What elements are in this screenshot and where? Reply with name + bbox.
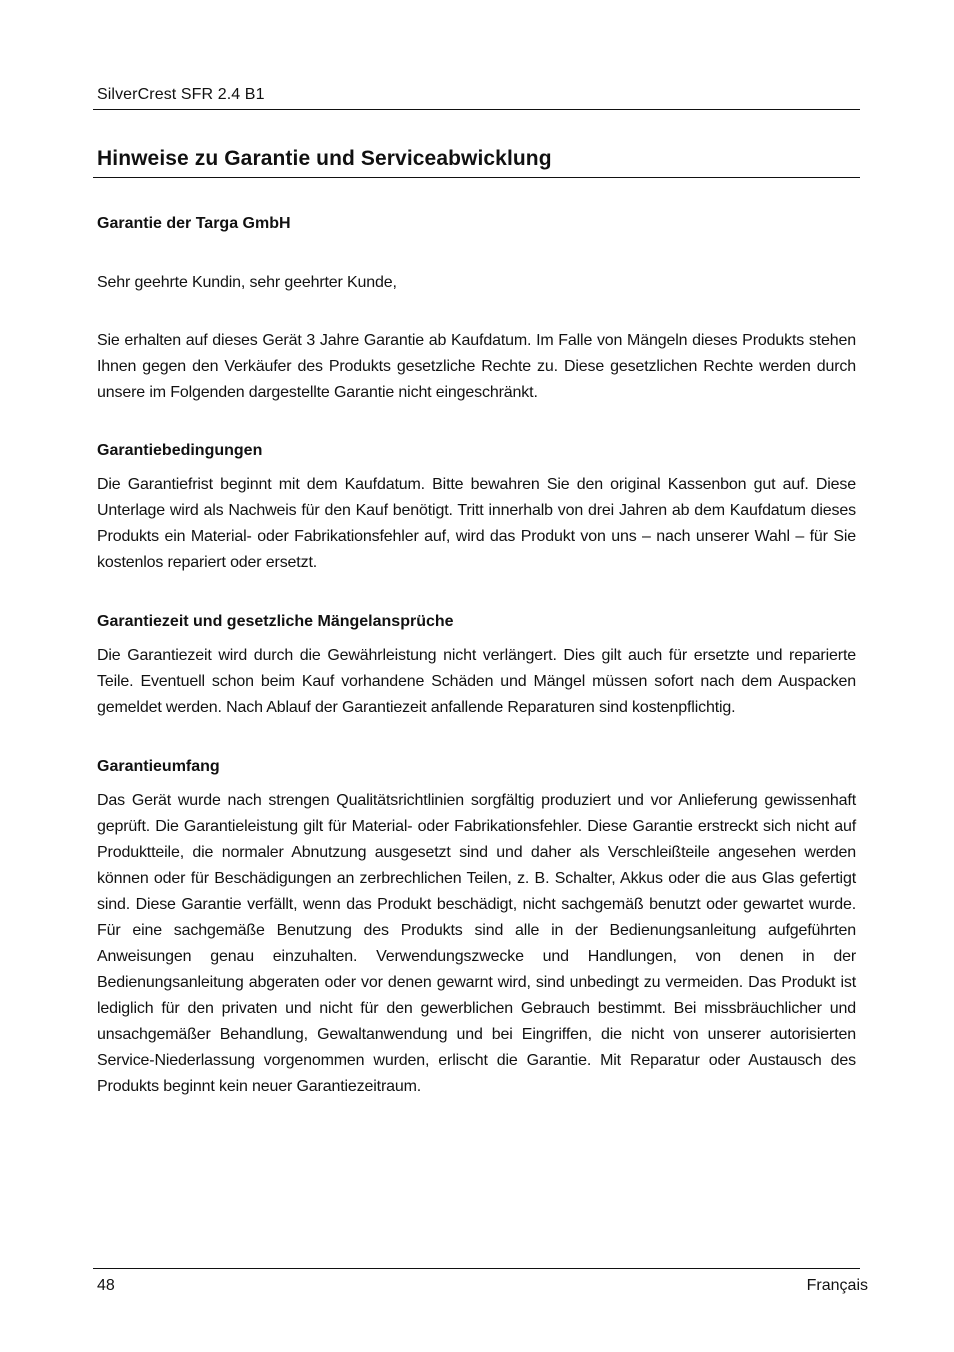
document-body xyxy=(97,211,856,1100)
footer-divider xyxy=(93,1268,860,1269)
section-heading-targa-guarantee: Garantie der Targa GmbH xyxy=(97,215,291,232)
intro-paragraph: Sie erhalten auf dieses Gerät 3 Jahre Garantie ab Kaufdatum. Im Falle von Mängeln dieses Produkts stehen Ihnen gegen den Verkäufer des Produkts gesetzliche Rechte zu. Diese gesetzlichen Rechte werden durch unsere im Folgenden dargestellte Garantie nicht eingeschränkt. xyxy=(97,332,856,401)
running-header: SilverCrest SFR 2.4 B1 xyxy=(97,86,265,103)
page-number: 48 xyxy=(97,1277,115,1294)
section-heading-warranty-period: Garantiezeit und gesetzliche Mängelansprüche xyxy=(97,613,454,630)
header-divider xyxy=(93,109,860,110)
scope-paragraph: Das Gerät wurde nach strengen Qualitätsrichtlinien sorgfältig produziert und vor Anlieferung gewissenhaft geprüft. Die Garantieleistung gilt für Material- oder Fabrikationsfehler. Diese Garantie erstreckt sich nicht auf Produktteile, die normaler Abnutzung ausgesetzt sind und daher als Verschleißteile angesehen werden können oder für Beschädigungen an zerbrechlichen Teilen, z. B. Schalter, Akkus oder die aus Glas gefertigt sind. Diese Garantie verfällt, wenn das Produkt beschädigt, nicht sachgemäß benutzt oder gewartet wurde. Für eine sachgemäße Benutzung des Produkts sind alle in der Bedienungsanleitung aufgeführten Anweisungen genau einzuhalten. Verwendungszwecke und Handlungen, von denen in der Bedienungsanleitung abgeraten oder vor denen gewarnt wird, sind unbedingt zu vermeiden. Das Produkt ist lediglich für den privaten und nicht für den gewerblichen Gebrauch bestimmt. Bei missbräuchlicher und unsachgemäßer Behandlung, Gewaltanwendung und bei Eingriffen, die nicht von unserer autorisierten Service-Niederlassung vorgenommen wurden, erlischt die Garantie. Mit Reparatur oder Austausch des Produkts beginnt kein neuer Garantiezeitraum. xyxy=(97,792,856,1095)
section-heading-scope: Garantieumfang xyxy=(97,758,220,775)
page-title: Hinweise zu Garantie und Serviceabwicklung xyxy=(97,147,552,170)
conditions-paragraph: Die Garantiefrist beginnt mit dem Kaufdatum. Bitte bewahren Sie den original Kassenbon gut auf. Diese Unterlage wird als Nachweis für den Kauf benötigt. Tritt innerhalb von drei Jahren ab dem Kaufdatum dieses Produkts ein Material- oder Fabrikationsfehler auf, wird das Produkt von uns – nach unserer Wahl – für Sie kostenlos repariert oder ersetzt. xyxy=(97,476,856,571)
footer-language: Français xyxy=(806,1277,868,1294)
title-divider xyxy=(93,177,860,178)
warranty-period-paragraph: Die Garantiezeit wird durch die Gewährleistung nicht verlängert. Dies gilt auch für ersetzte und reparierte Teile. Eventuell schon beim Kauf vorhandene Schäden und Mängel müssen sofort nach dem Auspacken gemeldet werden. Nach Ablauf der Garantiezeit anfallende Reparaturen sind kostenpflichtig. xyxy=(97,647,856,716)
section-heading-conditions: Garantiebedingungen xyxy=(97,442,263,459)
salutation: Sehr geehrte Kundin, sehr geehrter Kunde, xyxy=(97,274,397,291)
